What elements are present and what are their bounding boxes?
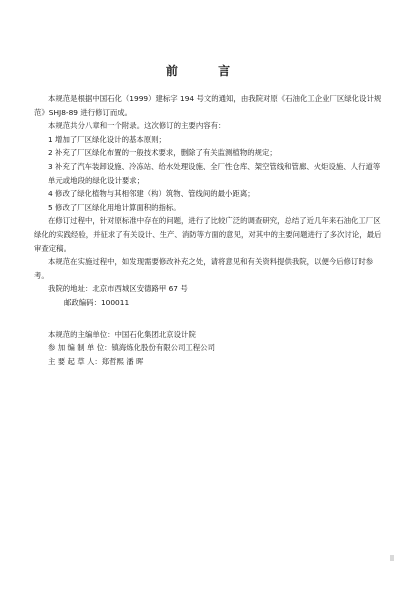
- spacer: [34, 310, 386, 328]
- paragraph-process: 在修订过程中，针对原标准中存在的问题，进行了比较广泛的调查研究，总结了近几年来石油化工厂区绿化的实践经验，并征求了有关设计、生产、消防等方面的意见，对其中的主要问题进行了多次讨论，最后审查定稿。: [34, 216, 382, 253]
- list-item: 1 增加了厂区绿化设计的基本原则；: [48, 134, 166, 144]
- list-item: 2 补充了厂区绿化布置的一般技术要求，删除了有关监测植物的规定；: [48, 148, 277, 158]
- credit-editor-value: 中国石化集团北京设计院: [114, 329, 196, 339]
- credit-drafters-label: 主 要 起 草 人：: [48, 356, 102, 366]
- credit-participant-label: 参 加 编 制 单 位：: [48, 343, 112, 353]
- scan-mark: [390, 555, 394, 561]
- paragraph-summary: 本规范共分八章和一个附录。这次修订的主要内容有：: [48, 121, 226, 131]
- credit-participant: [34, 341, 386, 355]
- page-title: 前 言: [165, 64, 249, 78]
- list-item: 4 修改了绿化植物与其相邻建（构）筑物、管线间的最小距离；: [48, 189, 255, 199]
- credit-editor-label: 本规范的主编单位：: [48, 329, 115, 339]
- credit-drafters: [34, 355, 386, 369]
- list-item: 3 补充了汽车装卸设施、冷冻站、给水处理设施、全厂性仓库、架空管线和管廊、火炬设施、人行道等单元或地段的绿化设计要求；: [48, 161, 381, 185]
- paragraph-feedback: 本规范在实施过程中，如发现需要修改补充之处，请将意见和有关资料提供我院，以便今后修订时参考。: [34, 257, 374, 280]
- postcode-line: 邮政编码：100011: [64, 297, 130, 307]
- address-line: 我院的地址：北京市西城区安德路甲 67 号: [48, 284, 188, 294]
- list-item: 5 修改了厂区绿化用地计算面积的指标。: [48, 202, 181, 212]
- paragraph-intro: 本规范是根据中国石化（1999）建标字 194 号文的通知，由我院对原《石油化工企业厂区绿化设计规范》SHJ8-89 进行修订而成。: [34, 94, 382, 117]
- credit-editor: [34, 328, 386, 342]
- document-body: [34, 92, 386, 368]
- credit-drafters-value: 郑哲熙 潘 晖: [101, 356, 144, 366]
- credit-participant-value: 镇海炼化股份有限公司工程公司: [111, 343, 215, 353]
